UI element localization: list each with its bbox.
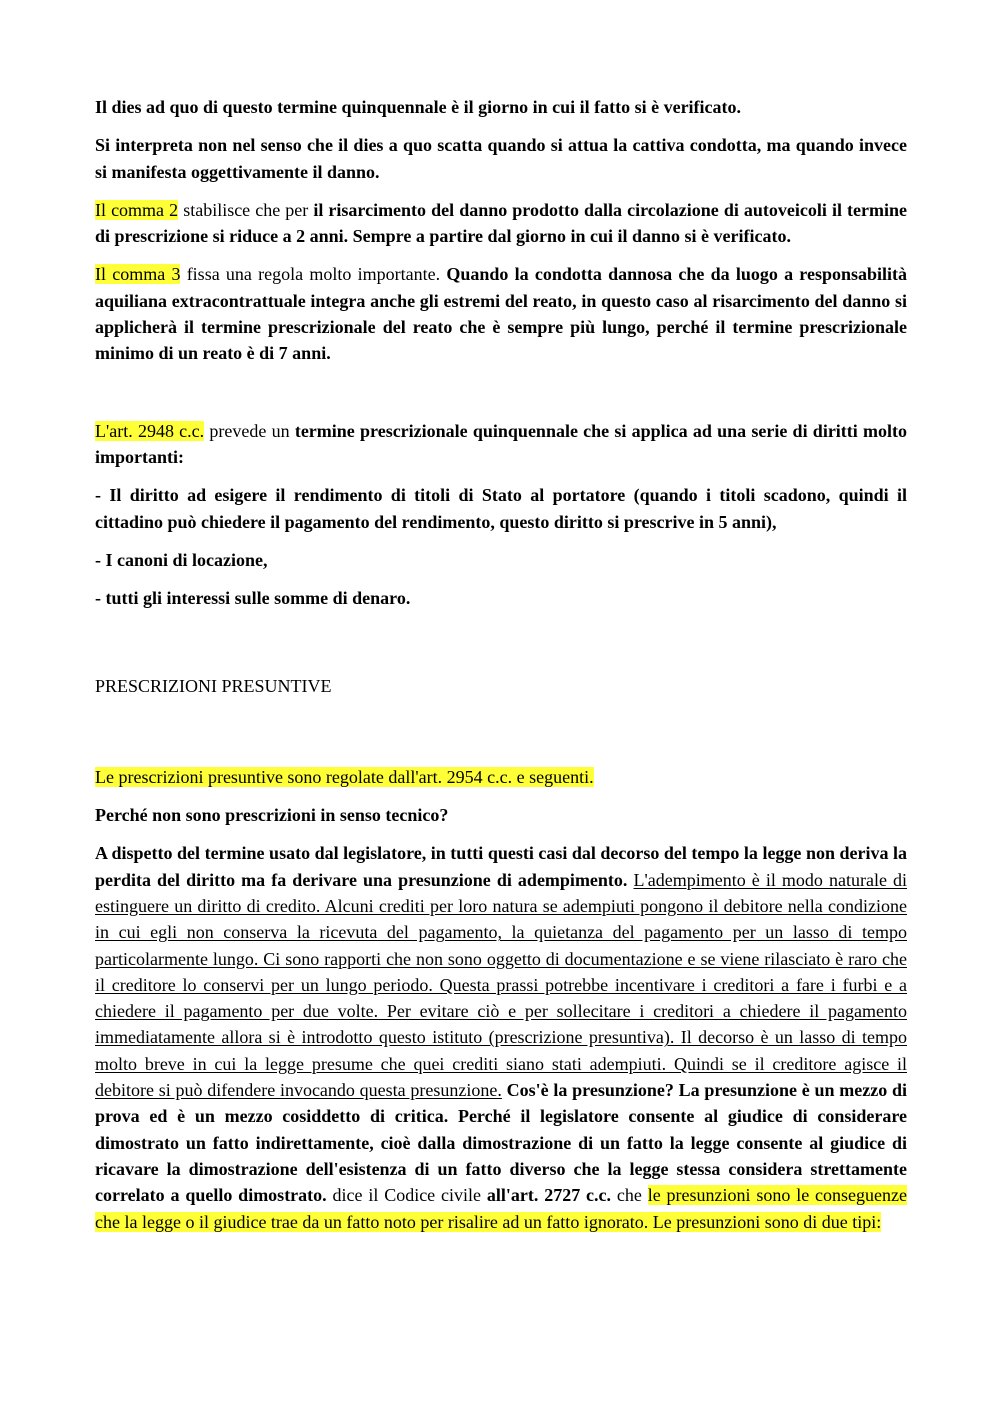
highlight-art-2948: L'art. 2948 c.c. bbox=[95, 420, 205, 441]
paragraph-interpretation: Si interpreta non nel senso che il dies a quo scatta quando si attua la cattiva condotta, ma quando invece si manifesta oggettivamente il danno. bbox=[95, 135, 907, 182]
highlight-comma-2: Il comma 2 bbox=[95, 199, 179, 220]
blank-line bbox=[95, 712, 907, 764]
document-body bbox=[95, 94, 907, 1247]
highlight-art-2954: Le prescrizioni presuntive sono regolate dall'art. 2954 c.c. e seguenti. bbox=[95, 766, 594, 787]
underlined-passage: L'adempimento è il modo naturale di estinguere un diritto di credito. Alcuni crediti per loro natura se adempiuti pongono il debitore nella condizione in cui egli non conserva la ricevuta del pagamento, la quietanza del pagamento per un lasso di tempo particolarmente lungo. Ci sono rapporti che non sono oggetto di documentazione e se viene rilasciato è raro che il creditore lo conservi per un lungo periodo. Questa prassi potrebbe incentivare i creditori a fare i furbi e a chiedere il pagamento per due volte. Per evitare ciò e per sollecitare i creditori a chiedere il pagamento immediatamente allora si è introdotto questo istituto (prescrizione presuntiva). Il decorso è un lasso di tempo molto breve in cui la legge presume che quei crediti siano stati adempiuti. Quindi se il creditore agisce il debitore si può difendere invocando questa presunzione. bbox=[95, 869, 908, 1101]
blank-line bbox=[95, 379, 907, 418]
list-item: - tutti gli interessi sulle somme di denaro. bbox=[95, 588, 411, 609]
paragraph-prescrizioni-presuntive bbox=[95, 764, 907, 790]
highlight-presunzioni-definition: le presunzioni sono le conseguenze che la legge o il giudice trae da un fatto noto per risalire ad un fatto ignorato. Le presunzioni sono di due tipi: bbox=[95, 1185, 907, 1232]
section-heading: PRESCRIZIONI PRESUNTIVE bbox=[95, 676, 332, 697]
list-item: - I canoni di locazione, bbox=[95, 549, 268, 570]
list-item: - Il diritto ad esigere il rendimento di titoli di Stato al portatore (quando i titoli scadono, quindi il cittadino può chiedere il pagamento del rendimento, questo diritto si prescrive in 5 anni), bbox=[95, 485, 907, 532]
paragraph-dies-a-quo: Il dies ad quo di questo termine quinquennale è il giorno in cui il fatto si è verificato. bbox=[95, 97, 742, 117]
paragraph-presunzione: A dispetto del termine usato dal legislatore, in tutti questi casi dal decorso del tempo la legge non deriva la perdita del diritto ma fa derivare una presunzione di adempimento. L'adempimento è il modo naturale di estinguere un diritto di credito. Alcuni crediti per loro natura se adempiuti pongono il debitore nella condizione in cui egli non conserva la ricevuta del pagamento, la quietanza del pagamento per un lasso di tempo particolarmente lungo. Ci sono rapporti che non sono oggetto di documentazione e se viene rilasciato è raro che il creditore lo conservi per un lungo periodo. Questa prassi potrebbe incentivare i creditori a fare i furbi e a chiedere il pagamento per due volte. Per evitare ciò e per sollecitare i creditori a chiedere il pagamento immediatamente allora si è introdotto questo istituto (prescrizione presuntiva). Il decorso è un lasso di tempo molto breve in cui la legge presume che quei crediti siano stati adempiuti. Quindi se il creditore agisce il debitore si può difendere invocando questa presunzione. Cos'è la presunzione? La presunzione è un mezzo di prova ed è un mezzo cosiddetto di critica. Perché il legislatore consente al giudice di considerare dimostrato un fatto indirettamente, cioè dalla dimostrazione di un fatto la legge consente al giudice di ricavare la dimostrazione dell'esistenza di un fatto diverso che la legge stessa considera strettamente correlato a quello dimostrato. dice il Codice civile all'art. 2727 c.c. che le presunzioni sono le conseguenze che la legge o il giudice trae da un fatto noto per risalire ad un fatto ignorato. Le presunzioni sono di due tipi: bbox=[95, 843, 908, 1232]
paragraph-comma-2: Il comma 2 stabilisce che per il risarcimento del danno prodotto dalla circolazione di autoveicoli il termine di prescrizione si riduce a 2 anni. Sempre a partire dal giorno in cui il danno si è verificato. bbox=[95, 199, 907, 247]
paragraph-question: Perché non sono prescrizioni in senso tecnico? bbox=[95, 805, 449, 826]
highlight-comma-3: Il comma 3 bbox=[95, 264, 181, 285]
blank-line bbox=[95, 623, 907, 673]
paragraph-comma-3: Il comma 3 fissa una regola molto importante. Quando la condotta dannosa che da luogo a responsabilità aquiliana extracontrattuale integra anche gli estremi del reato, in questo caso al risarcimento del danno si applicherà il termine prescrizionale del reato che è sempre più lungo, perché il termine prescrizionale minimo di un reato è di 7 anni. bbox=[95, 264, 908, 364]
paragraph-art-2948: L'art. 2948 c.c. prevede un termine prescrizionale quinquennale che si applica ad una serie di diritti molto importanti: bbox=[95, 420, 908, 467]
